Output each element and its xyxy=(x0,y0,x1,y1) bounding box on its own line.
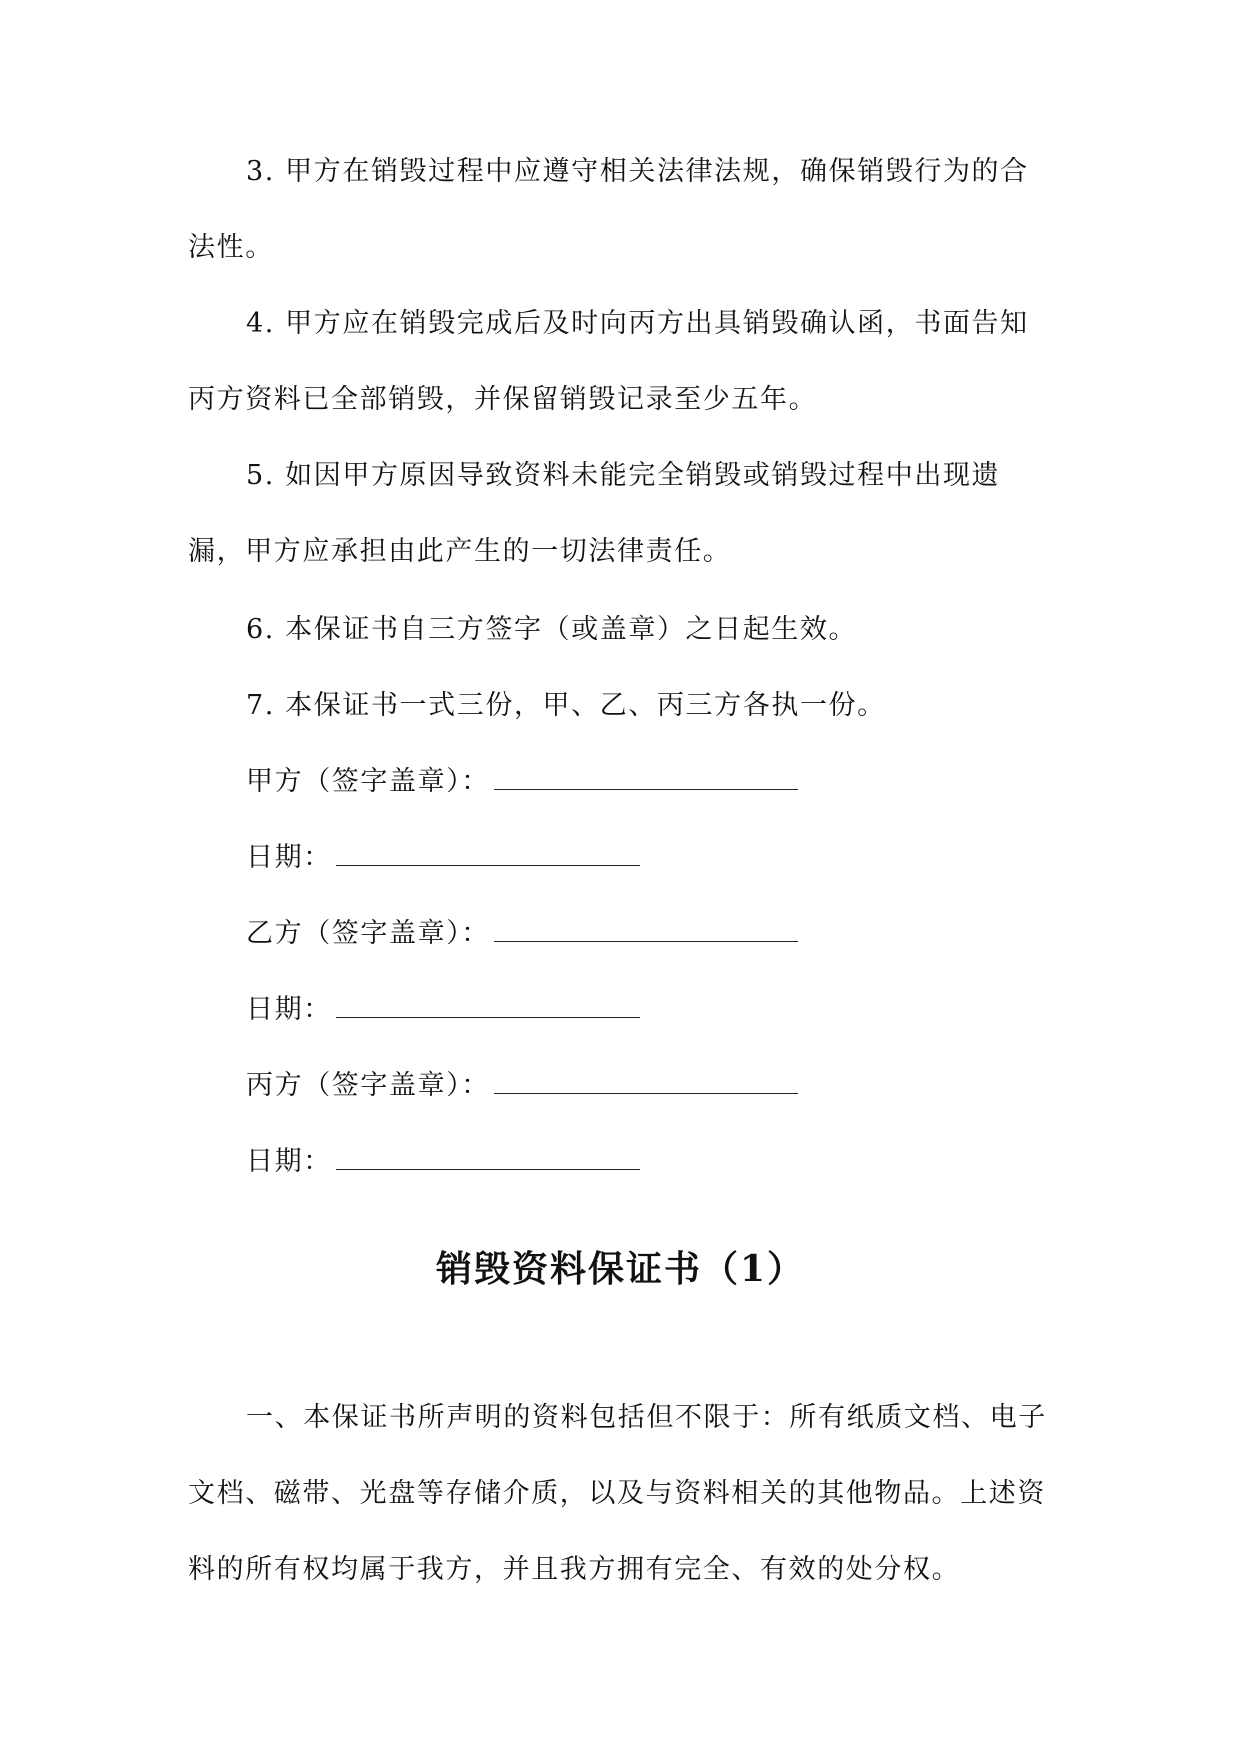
signature-blank xyxy=(494,1091,798,1094)
signature-label: 丙方（签字盖章）： xyxy=(246,1070,490,1101)
signature-blank xyxy=(494,787,798,790)
clause-7: 7. 本保证书一式三份，甲、乙、丙三方各执一份。 xyxy=(246,690,886,721)
clause-5: 5. 如因甲方原因导致资料未能完全销毁或销毁过程中出现遗漏，甲方应承担由此产生的一切法律责任。 xyxy=(188,460,1001,567)
signature-label: 乙方（签字盖章）： xyxy=(246,918,490,949)
signature-line-party-a xyxy=(246,762,798,802)
date-blank xyxy=(336,863,640,866)
clause-6: 6. 本保证书自三方签字（或盖章）之日起生效。 xyxy=(246,614,858,645)
date-blank xyxy=(336,1167,640,1170)
clause-3: 3. 甲方在销毁过程中应遵守相关法律法规，确保销毁行为的合法性。 xyxy=(188,156,1029,263)
date-label: 日期： xyxy=(246,842,332,873)
date-label: 日期： xyxy=(246,1146,332,1177)
date-line-party-b xyxy=(246,990,640,1030)
date-line-party-c xyxy=(246,1142,640,1182)
section-paragraph: 一、本保证书所声明的资料包括但不限于：所有纸质文档、电子文档、磁带、光盘等存储介质，以及与资料相关的其他物品。上述资料的所有权均属于我方，并且我方拥有完全、有效的处分权。 xyxy=(188,1402,1047,1585)
clause-4: 4. 甲方应在销毁完成后及时向丙方出具销毁确认函，书面告知丙方资料已全部销毁，并保留销毁记录至少五年。 xyxy=(188,308,1029,415)
signature-blank xyxy=(494,939,798,942)
section-title: 销毁资料保证书（1） xyxy=(435,1248,806,1290)
date-line-party-a xyxy=(246,838,640,878)
date-blank xyxy=(336,1015,640,1018)
signature-line-party-c xyxy=(246,1066,798,1106)
signature-line-party-b xyxy=(246,914,798,954)
signature-label: 甲方（签字盖章）： xyxy=(246,766,490,797)
date-label: 日期： xyxy=(246,994,332,1025)
